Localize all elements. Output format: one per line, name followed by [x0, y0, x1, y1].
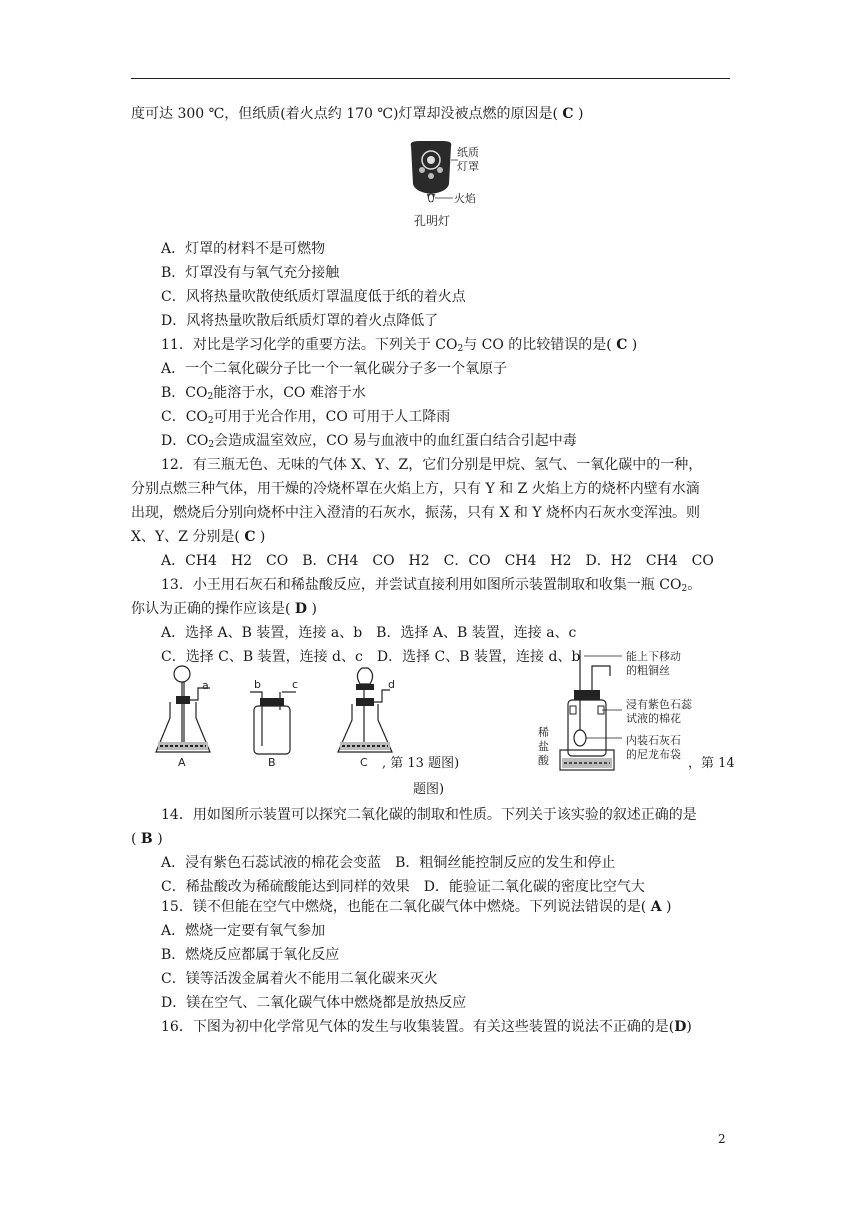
q16-answer: D — [674, 1019, 687, 1035]
label-flame: 火焰 — [454, 192, 476, 205]
q12-line-2: 分别点燃三种气体，用干燥的冷烧杯罩在火焰上方，只有 Y 和 Z 火焰上方的烧杯内壁有水滴 — [131, 481, 700, 497]
svg-text:a: a — [202, 679, 209, 692]
q10-option-b: B．灯罩没有与氧气充分接触 — [161, 265, 340, 281]
q12-answer: C — [244, 529, 256, 545]
label-cotton-1: 浸有紫色石蕊 — [626, 698, 692, 711]
page-number: 2 — [718, 1132, 726, 1146]
apparatus-c — [338, 668, 395, 769]
q13-figure-caption: , 第 13 题图) — [382, 756, 460, 771]
q15-stem: 15．镁不但能在空气中燃烧，也能在二氧化碳气体中燃烧。下列说法错误的是( A ) — [161, 899, 672, 915]
q12-line-4: X、Y、Z 分别是( C ) — [131, 529, 266, 545]
q10-option-a: A．灯罩的材料不是可燃物 — [161, 241, 326, 257]
q16-stem: 16．下图为初中化学常见气体的发生与收集装置。有关这些装置的说法不正确的是(D) — [161, 1019, 692, 1035]
lantern-caption: 孔明灯 — [414, 214, 451, 228]
q10-stem: 度可达 300 ℃，但纸质(着火点约 170 ℃)灯罩却没被点燃的原因是( C ) — [131, 106, 584, 122]
header-rule — [131, 78, 730, 79]
label-cotton-2: 试液的棉花 — [626, 712, 681, 725]
q13-line-1: 13．小王用石灰石和稀盐酸反应，并尝试直接利用如图所示装置制取和收集一瓶 $CO_2$。 — [161, 577, 702, 594]
label-paper: 纸质 — [457, 146, 479, 159]
q11-option-d: D．$CO_2$会造成温室效应，CO 易与血液中的血红蛋白结合引起中毒 — [161, 433, 577, 450]
q12-line-1: 12．有三瓶无色、无味的气体 X、Y、Z，它们分别是甲烷、氢气、一氧化碳中的一种， — [161, 457, 703, 473]
svg-text:b: b — [254, 678, 261, 691]
svg-text:c: c — [292, 678, 299, 691]
q13-options-row-1: A．选择 A、B 装置，连接 a、b B．选择 A、B 装置，连接 a、c — [161, 625, 577, 641]
q15-option-d: D．镁在空气、二氧化碳气体中燃烧都是放热反应 — [161, 995, 467, 1011]
q10-option-d: D．风将热量吹散后纸质灯罩的着火点降低了 — [161, 313, 439, 329]
q14-figure-caption-b: 题图) — [413, 782, 445, 797]
q11-stem: 11．对比是学习化学的重要方法。下列关于 $CO_2$与 CO 的比较错误的是( C ) — [161, 337, 638, 354]
apparatus-a — [156, 666, 210, 769]
q14-answer-line: ( B ) — [131, 831, 163, 847]
q15-option-a: A．燃烧一定要有氧气参加 — [161, 923, 326, 939]
q14-options-row-2: C．稀盐酸改为稀硫酸能达到同样的效果 D．能验证二氧化碳的密度比空气大 — [161, 879, 645, 895]
q12-options: A．CH4 H2 CO B．CH4 CO H2 C．CO CH4 H2 D．H2 CH4 CO — [161, 553, 714, 569]
q15-option-b: B．燃烧反应都属于氧化反应 — [161, 947, 340, 963]
q11-option-a: A．一个二氧化碳分子比一个一氧化碳分子多一个氧原子 — [161, 361, 508, 377]
label-shade: 灯罩 — [457, 160, 479, 173]
label-copper-wire-1: 能上下移动 — [626, 650, 681, 663]
q10-answer: C — [562, 106, 574, 122]
q15-answer: A — [650, 899, 662, 915]
label-c: C — [360, 756, 368, 769]
label-acid-2: 盐 — [538, 740, 549, 753]
label-b: B — [268, 756, 276, 769]
label-bag-2: 的尼龙布袋 — [626, 748, 681, 761]
q11-answer: C — [616, 337, 628, 353]
q13-line-2: 你认为正确的操作应该是( D ) — [131, 601, 317, 617]
label-acid-1: 稀 — [538, 726, 549, 739]
q13-apparatus-figure — [150, 660, 410, 770]
q13-answer: D — [294, 601, 308, 617]
svg-text:d: d — [388, 678, 395, 691]
q11-option-b: B．$CO_2$能溶于水，CO 难溶于水 — [161, 385, 366, 402]
q14-options-row-1: A．浸有紫色石蕊试液的棉花会变蓝 B．粗铜丝能控制反应的发生和停止 — [161, 855, 616, 871]
q12-line-3: 出现，燃烧后分别向烧杯中注入澄清的石灰水，振荡，只有 X 和 Y 烧杯内石灰水变浑浊。则 — [131, 505, 701, 521]
q13-options-row-2: C．选择 C、B 装置，连接 d、c D．选择 C、B 装置，连接 d、b — [161, 649, 581, 665]
q11-option-c: C．$CO_2$可用于光合作用，CO 可用于人工降雨 — [161, 409, 451, 426]
apparatus-b — [250, 678, 298, 769]
q14-figure-caption-a: ，第 14 — [688, 756, 735, 771]
q10-option-c: C．风将热量吹散使纸质灯罩温度低于纸的着火点 — [161, 289, 466, 305]
label-bag-1: 内装石灰石 — [626, 734, 681, 747]
label-copper-wire-2: 的粗铜丝 — [626, 664, 670, 677]
q15-option-c: C．镁等活泼金属着火不能用二氧化碳来灭火 — [161, 971, 438, 987]
q14-answer: B — [140, 831, 153, 847]
q14-stem: 14．用如图所示装置可以探究二氧化碳的制取和性质。下列关于该实验的叙述正确的是 — [161, 807, 697, 823]
label-acid-3: 酸 — [538, 754, 549, 767]
label-a: A — [178, 756, 186, 769]
